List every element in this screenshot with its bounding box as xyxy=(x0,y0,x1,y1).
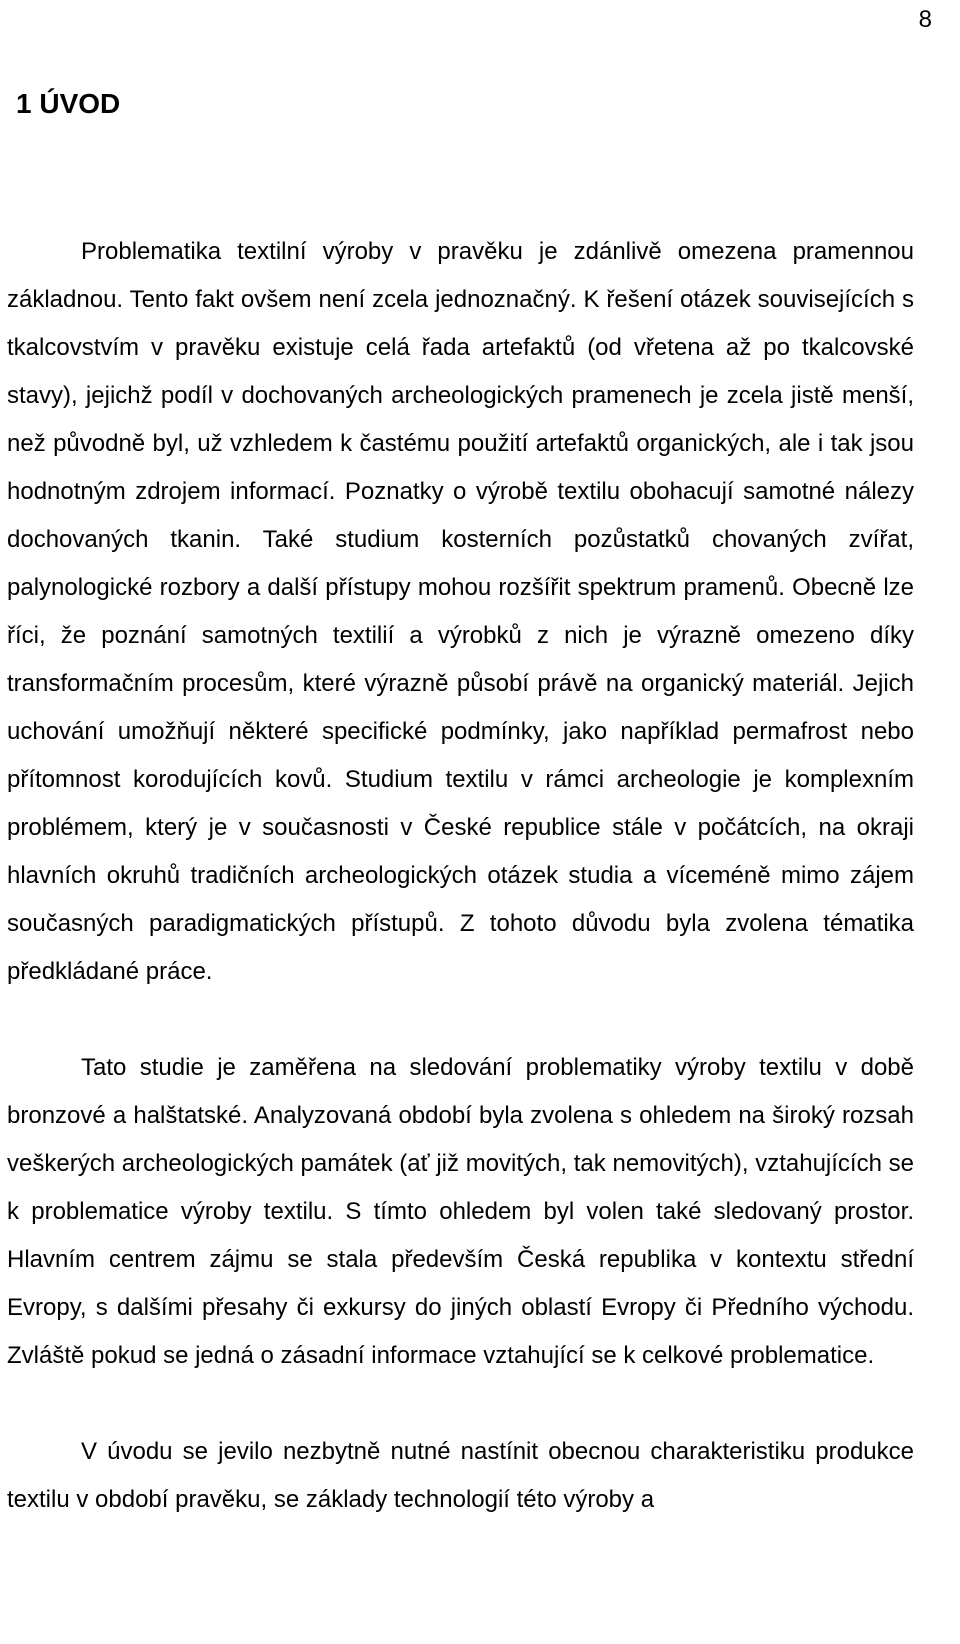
page-number: 8 xyxy=(918,6,932,33)
paragraph-intro: Problematika textilní výroby v pravěku je zdánlivě omezena pramennou základnou. Tento fakt ovšem není zcela jednoznačný. K řešení otázek souvisejících s tkalcovstvím v pravěku existuje celá řada artefaktů (od vřetena až po tkalcovské stavy), jejichž podíl v dochovaných archeologických pramenech je zcela jistě menší, než původně byl, už vzhledem k častému použití artefaktů organických, ale i tak jsou hodnotným zdrojem informací. Poznatky o výrobě textilu obohacují samotné nálezy dochovaných tkanin. Také studium kosterních pozůstatků chovaných zvířat, palynologické rozbory a další přístupy mohou rozšířit spektrum pramenů. Obecně lze říci, že poznání samotných textilií a výrobků z nich je výrazně omezeno díky transformačním procesům, které výrazně působí právě na organický materiál. Jejich uchování umožňují některé specifické podmínky, jako například permafrost nebo přítomnost korodujících kovů. Studium textilu v rámci archeologie je komplexním problémem, který je v současnosti v České republice stále v počátcích, na okraji hlavních okruhů tradičních archeologických otázek studia a víceméně mimo zájem současných paradigmatických přístupů. Z tohoto důvodu byla zvolena tématika předkládané práce. xyxy=(7,238,914,985)
body-text xyxy=(7,228,914,1572)
paragraph-study-scope: Tato studie je zaměřena na sledování problematiky výroby textilu v době bronzové a halštatské. Analyzovaná období byla zvolena s ohledem na široký rozsah veškerých archeologických památek (ať již movitých, tak nemovitých), vztahujících se k problematice výroby textilu. S tímto ohledem byl volen také sledovaný prostor. Hlavním centrem zájmu se stala především Česká republika v kontextu střední Evropy, s dalšími přesahy či exkursy do jiných oblastí Evropy či Předního východu. Zvláště pokud se jedná o zásadní informace vztahující se k celkové problematice. xyxy=(7,1054,914,1369)
chapter-title: 1 ÚVOD xyxy=(16,88,121,119)
paragraph-outline: V úvodu se jevilo nezbytně nutné nastínit obecnou charakteristiku produkce textilu v období pravěku, se základy technologií této výroby a xyxy=(7,1438,914,1513)
